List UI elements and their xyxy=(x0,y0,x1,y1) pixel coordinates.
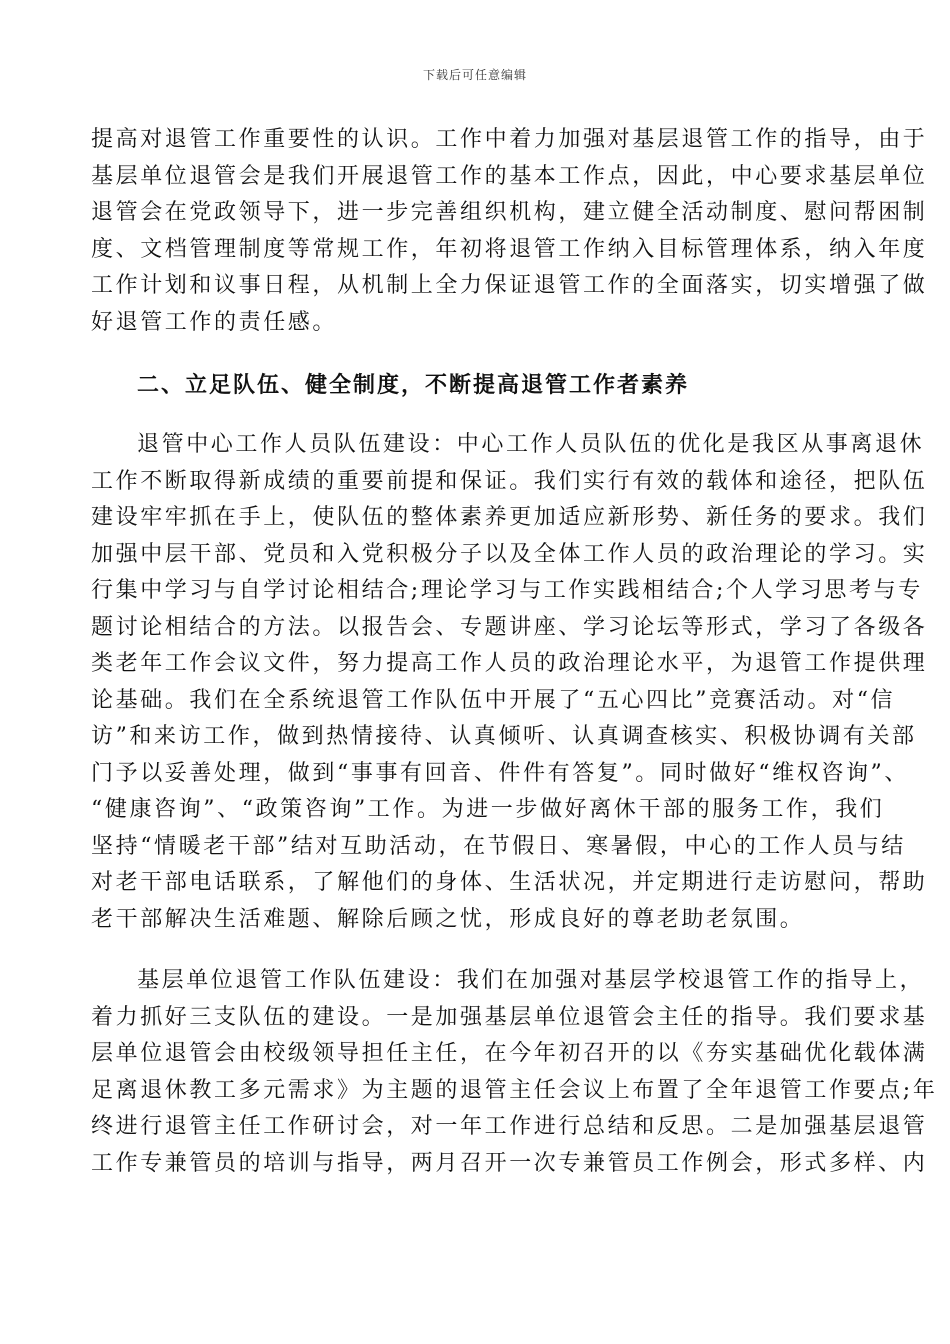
paragraph-spacer xyxy=(91,938,859,963)
text-line: 对老干部电话联系，了解他们的身体、生活状况，并定期进行走访慰问，帮助 xyxy=(91,870,928,895)
text-line: 类老年工作会议文件，努力提高工作人员的政治理论水平，为退管工作提供理 xyxy=(91,651,928,676)
text-line: 老干部解决生活难题、解除后顾之忧，形成良好的尊老助老氛围。 xyxy=(91,906,805,932)
text-line: 工作计划和议事日程，从机制上全力保证退管工作的全面落实，切实增强了做 xyxy=(91,273,928,298)
page-header-note: 下载后可任意编辑 xyxy=(422,68,527,82)
section-heading: 二、立足队伍、健全制度，不断提高退管工作者素养 xyxy=(137,372,690,398)
paragraph-3 xyxy=(91,963,938,1182)
document-body xyxy=(91,122,938,1182)
text-line: 基层单位退管工作队伍建设：我们在加强对基层学校退管工作的指导上， xyxy=(137,968,925,993)
text-line: 加强中层干部、党员和入党积极分子以及全体工作人员的政治理论的学习。实 xyxy=(91,541,928,567)
text-line: 退管会在党政领导下，进一步完善组织机构，建立健全活动制度、慰问帮困制 xyxy=(91,200,928,225)
text-line: 基层单位退管会是我们开展退管工作的基本工作点，因此，中心要求基层单位 xyxy=(91,163,928,189)
text-line: 好退管工作的责任感。 xyxy=(91,309,338,335)
text-line: 行集中学习与自学讨论相结合;理论学习与工作实践相结合;个人学习思考与专 xyxy=(91,578,923,603)
text-line: 题讨论相结合的方法。以报告会、专题讲座、学习论坛等形式，学习了各级各 xyxy=(91,614,928,640)
text-line: 工作专兼管员的培训与指导，两月召开一次专兼管员工作例会，形式多样、内 xyxy=(91,1150,928,1176)
text-line: 门予以妥善处理，做到“事事有回音、件件有答复”。同时做好“维权咨询”、 xyxy=(91,760,909,786)
text-line: 坚持“情暖老干部”结对互助活动，在节假日、寒暑假，中心的工作人员与结 xyxy=(91,833,906,859)
text-line: 访”和来访工作，做到热情接待、认真倾听、认真调查核实、积极协调有关部 xyxy=(91,724,917,749)
text-line: “健康咨询”、“政策咨询”工作。为进一步做好离休干部的服务工作，我们 xyxy=(91,797,885,822)
text-line: 层单位退管会由校级领导担任主任，在今年初召开的以《夯实基础优化载体满 xyxy=(91,1041,928,1066)
text-line: 终进行退管主任工作研讨会，对一年工作进行总结和反思。二是加强基层退管 xyxy=(91,1114,928,1139)
text-line: 退管中心工作人员队伍建设：中心工作人员队伍的优化是我区从事离退休 xyxy=(137,432,925,457)
paragraph-2 xyxy=(91,427,928,938)
text-line: 提高对退管工作重要性的认识。工作中着力加强对基层退管工作的指导，由于 xyxy=(91,127,928,152)
text-line: 度、文档管理制度等常规工作，年初将退管工作纳入目标管理体系，纳入年度 xyxy=(91,236,928,262)
text-line: 工作不断取得新成绩的重要前提和保证。我们实行有效的载体和途径，把队伍 xyxy=(91,468,928,494)
text-line: 足离退休教工多元需求》为主题的退管主任会议上布置了全年退管工作要点;年 xyxy=(91,1077,938,1103)
text-line: 建设牢牢抓在手上，使队伍的整体素养更加适应新形势、新任务的要求。我们 xyxy=(91,505,928,530)
paragraph-1 xyxy=(91,122,928,341)
text-line: 着力抓好三支队伍的建设。一是加强基层单位退管会主任的指导。我们要求基 xyxy=(91,1004,928,1030)
text-line: 论基础。我们在全系统退管工作队伍中开展了“五心四比”竞赛活动。对“信 xyxy=(91,687,896,713)
